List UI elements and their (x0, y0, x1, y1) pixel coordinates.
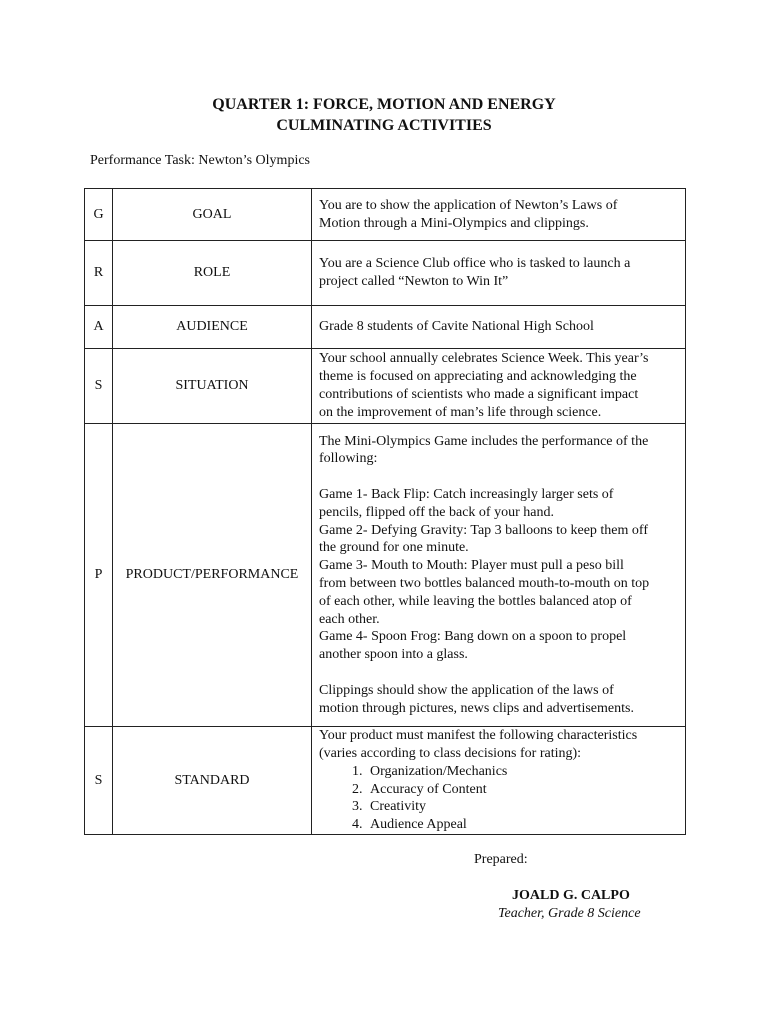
table-row-standard (85, 727, 686, 835)
description-line: Motion through a Mini-Olympics and clippings. (319, 215, 589, 231)
description-line: following: (319, 451, 378, 467)
game-line: from between two bottles balanced mouth-to-mouth on top (319, 576, 650, 591)
description-line: Your school annually celebrates Science Week. This year’s (319, 351, 649, 367)
game-line: Game 4- Spoon Frog: Bang down on a spoon to propel (319, 629, 627, 645)
row-letter: S (85, 349, 113, 424)
game-line: Game 3- Mouth to Mouth: Player must pull a peso bill (319, 558, 624, 574)
description-line: You are a Science Club office who is tasked to launch a (319, 256, 631, 272)
row-name: GOAL (113, 189, 312, 241)
table-row-situation (85, 349, 686, 424)
table-row-goal (85, 189, 686, 241)
game-line: of each other, while leaving the bottles balanced atop of (319, 593, 632, 609)
description-line: Your product must manifest the following characteristics (319, 728, 638, 744)
row-letter: P (85, 424, 113, 727)
table-row-role (85, 241, 686, 306)
description-line: The Mini-Olympics Game includes the performance of the (319, 433, 649, 449)
game-line: Game 1- Back Flip: Catch increasingly larger sets of (319, 487, 614, 503)
game-line: pencils, flipped off the back of your hand. (319, 504, 554, 520)
list-item: 2. Accuracy of Content (366, 781, 679, 799)
description-line: theme is focused on appreciating and acknowledging the (319, 369, 637, 385)
performance-task-label: Performance Task: Newton’s Olympics (90, 153, 310, 168)
row-description (312, 241, 686, 306)
description-line: Grade 8 students of Cavite National High School (319, 319, 594, 335)
game-line: Game 2- Defying Gravity: Tap 3 balloons to keep them off (319, 522, 648, 538)
grasps-table (84, 188, 686, 835)
row-letter: S (85, 727, 113, 835)
game-line: each other. (319, 611, 380, 627)
description-line: contributions of scientists who made a significant impact (319, 387, 639, 402)
clippings-line: motion through pictures, news clips and advertisements. (319, 700, 634, 716)
table-row-product-performance (85, 424, 686, 727)
document-title-line2: CULMINATING ACTIVITIES (276, 117, 492, 134)
row-name: STANDARD (113, 727, 312, 835)
clippings-line: Clippings should show the application of the laws of (319, 682, 614, 698)
prepared-label: Prepared: (474, 852, 528, 867)
row-description (312, 349, 686, 424)
row-description (312, 306, 686, 349)
row-description (312, 189, 686, 241)
row-name: PRODUCT/PERFORMANCE (113, 424, 312, 727)
document-title-line1: QUARTER 1: FORCE, MOTION AND ENERGY (212, 96, 556, 113)
signatory-name: JOALD G. CALPO (512, 888, 630, 903)
list-item: 3. Creativity (366, 798, 679, 816)
row-name: SITUATION (113, 349, 312, 424)
row-description (312, 727, 686, 835)
row-letter: G (85, 189, 113, 241)
standards-list (319, 763, 679, 834)
list-item: 1. Organization/Mechanics (366, 763, 679, 781)
description-line: You are to show the application of Newton’s Laws of (319, 197, 618, 213)
description-line: (varies according to class decisions for rating): (319, 745, 582, 761)
list-item: 4. Audience Appeal (366, 816, 679, 834)
description-line: on the improvement of man’s life through science. (319, 404, 602, 420)
row-name: ROLE (113, 241, 312, 306)
game-line: another spoon into a glass. (319, 647, 468, 663)
signatory-title: Teacher, Grade 8 Science (498, 906, 641, 921)
row-letter: R (85, 241, 113, 306)
table-row-audience (85, 306, 686, 349)
row-letter: A (85, 306, 113, 349)
row-name: AUDIENCE (113, 306, 312, 349)
row-description (312, 424, 686, 727)
description-line: project called “Newton to Win It” (319, 274, 509, 289)
game-line: the ground for one minute. (319, 540, 469, 556)
